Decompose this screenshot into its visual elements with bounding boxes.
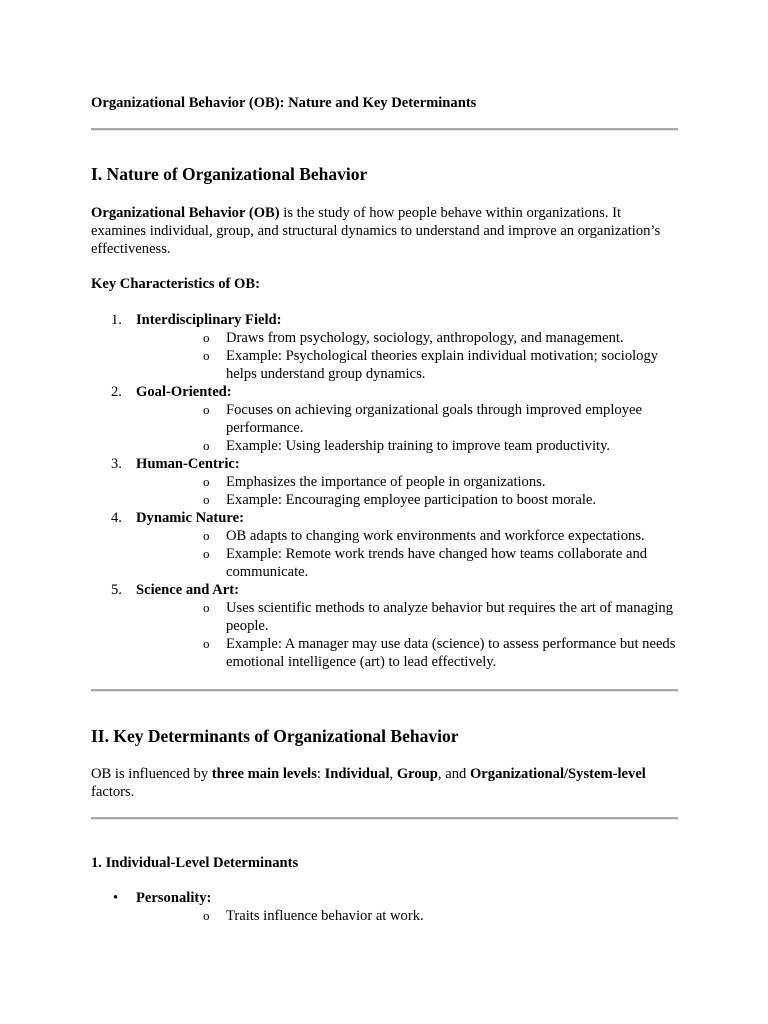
sub-item-text: Example: Remote work trends have changed how teams collaborate and communicate.	[226, 546, 648, 580]
characteristic-item	[91, 311, 681, 383]
individual-level-heading: 1. Individual-Level Determinants	[91, 855, 299, 871]
sub-item-text: Emphasizes the importance of people in organizations.	[226, 474, 546, 490]
horizontal-rule	[91, 128, 678, 131]
sub-list-item	[136, 347, 681, 383]
characteristic-item	[91, 509, 681, 581]
horizontal-rule	[91, 817, 678, 820]
sub-list	[136, 401, 681, 455]
sub-list-item	[136, 491, 681, 509]
intro-bold-levels: three main levels	[211, 766, 317, 782]
intro-text: , and	[437, 766, 470, 782]
bullet-icon: •	[113, 890, 119, 906]
sub-list-item	[136, 329, 681, 347]
sub-list-item	[136, 401, 681, 437]
characteristic-title: Interdisciplinary Field:	[136, 312, 282, 328]
circle-bullet-icon: o	[203, 348, 210, 363]
sub-item-text: Draws from psychology, sociology, anthropology, and management.	[226, 330, 624, 346]
list-number: 3.	[111, 456, 122, 472]
ob-definition-paragraph	[91, 204, 671, 258]
sub-item-text: Example: Encouraging employee participation to boost morale.	[226, 492, 597, 508]
circle-bullet-icon: o	[203, 330, 210, 345]
sub-item-text: Uses scientific methods to analyze behavior but requires the art of managing people.	[226, 600, 673, 634]
sub-list-item	[136, 635, 681, 671]
key-characteristics-heading: Key Characteristics of OB:	[91, 276, 260, 292]
circle-bullet-icon: o	[203, 546, 210, 561]
sub-list	[136, 329, 681, 383]
sub-item-text: Focuses on achieving organizational goals through improved employee performance.	[226, 402, 642, 436]
circle-bullet-icon: o	[203, 528, 210, 543]
ob-term: Organizational Behavior (OB)	[91, 205, 280, 221]
sub-list	[136, 907, 681, 925]
sub-list-item	[136, 599, 681, 635]
sub-list	[136, 527, 681, 581]
section-heading-nature: I. Nature of Organizational Behavior	[91, 164, 368, 184]
list-number: 4.	[111, 510, 122, 526]
circle-bullet-icon: o	[203, 600, 210, 615]
sub-item-text: Example: A manager may use data (science) to assess performance but needs emotional intelligence (art) to lead effectively.	[226, 636, 676, 670]
circle-bullet-icon: o	[203, 636, 210, 651]
sub-list	[136, 599, 681, 671]
sub-list-item	[136, 473, 681, 491]
determinants-intro-paragraph	[91, 765, 671, 801]
intro-bold-individual: Individual	[324, 766, 390, 782]
document-title: Organizational Behavior (OB): Nature and Key Determinants	[91, 95, 477, 111]
circle-bullet-icon: o	[203, 474, 210, 489]
determinant-item	[91, 889, 681, 925]
list-number: 2.	[111, 384, 122, 400]
circle-bullet-icon: o	[203, 438, 210, 453]
intro-text: factors.	[91, 784, 135, 800]
characteristic-title: Goal-Oriented:	[136, 384, 232, 400]
sub-item-text: Example: Psychological theories explain individual motivation; sociology helps understand group dynamics.	[226, 348, 659, 382]
characteristic-item	[91, 581, 681, 671]
circle-bullet-icon: o	[203, 402, 210, 417]
sub-item-text: OB adapts to changing work environments and workforce expectations.	[226, 528, 645, 544]
characteristic-item	[91, 383, 681, 455]
horizontal-rule	[91, 689, 678, 692]
intro-bold-organizational: Organizational/System-level	[469, 766, 646, 782]
intro-text: OB is influenced by	[91, 766, 212, 782]
sub-item-text: Example: Using leadership training to improve team productivity.	[226, 438, 611, 454]
list-number: 1.	[111, 312, 122, 328]
characteristic-item	[91, 455, 681, 509]
section-heading-determinants: II. Key Determinants of Organizational Behavior	[91, 726, 459, 746]
intro-text: :	[316, 766, 325, 782]
characteristic-title: Science and Art:	[136, 582, 239, 598]
intro-bold-group: Group	[396, 766, 438, 782]
ob-definition-text: is the study of how people behave within organizations. It examines individual, group, and structural dynamics to understand and improve an organization’s effectiveness.	[91, 205, 661, 257]
characteristics-list	[91, 311, 681, 671]
sub-item-text: Traits influence behavior at work.	[226, 908, 424, 924]
characteristic-title: Human-Centric:	[136, 456, 240, 472]
sub-list-item	[136, 545, 681, 581]
circle-bullet-icon: o	[203, 908, 210, 923]
sub-list-item	[136, 907, 681, 925]
characteristic-title: Dynamic Nature:	[136, 510, 244, 526]
intro-text: ,	[389, 766, 397, 782]
sub-list-item	[136, 437, 681, 455]
list-number: 5.	[111, 582, 122, 598]
sub-list-item	[136, 527, 681, 545]
sub-list	[136, 473, 681, 509]
individual-determinants-list	[91, 889, 681, 925]
circle-bullet-icon: o	[203, 492, 210, 507]
determinant-title: Personality:	[136, 890, 212, 906]
